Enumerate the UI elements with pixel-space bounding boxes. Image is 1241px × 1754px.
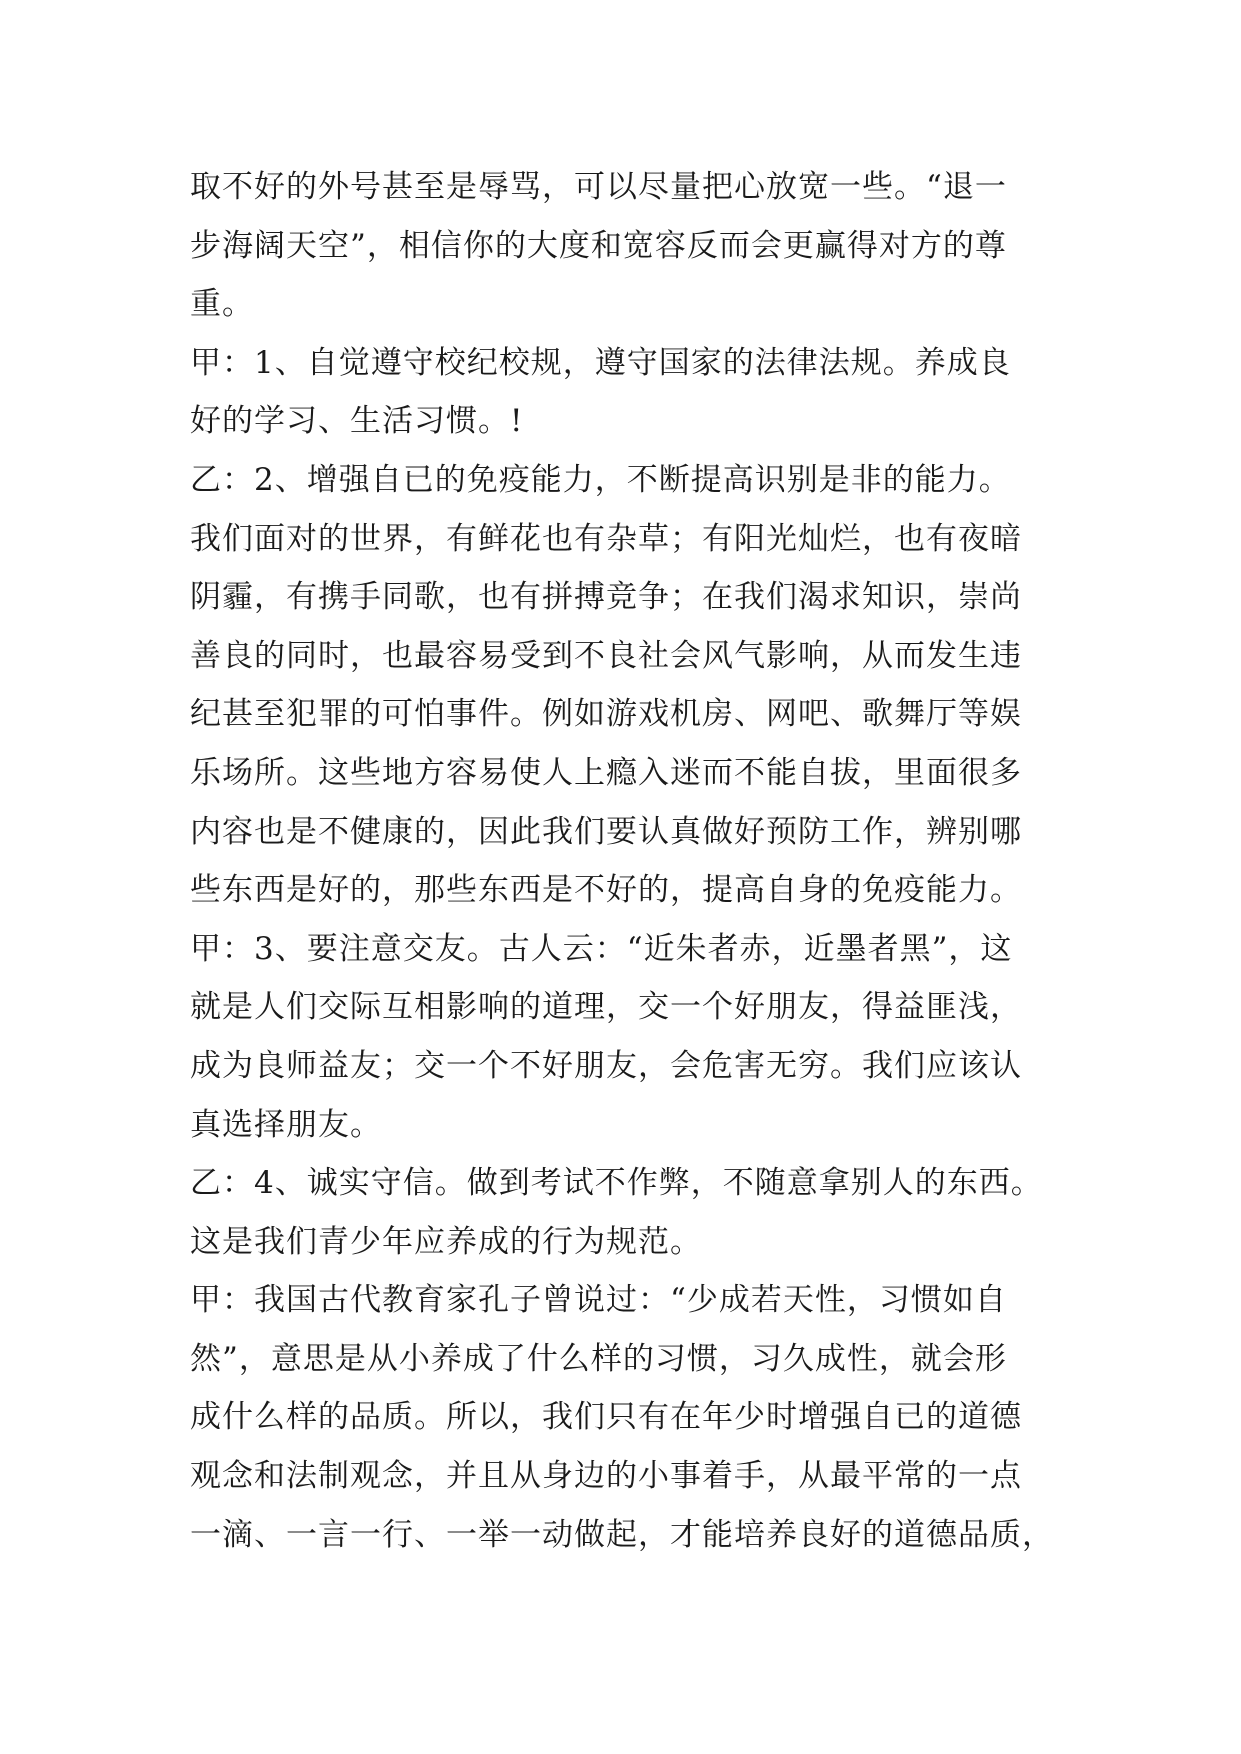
text-line: 就是人们交际互相影响的道理，交一个好朋友，得益匪浅，	[190, 989, 1022, 1026]
text-line: 甲：我国古代教育家孔子曾说过：“少成若天性，习惯如自	[190, 1282, 1007, 1319]
body-text	[190, 158, 1070, 1564]
text-line: 取不好的外号甚至是辱骂，可以尽量把心放宽一些。“退一	[190, 169, 1007, 205]
text-line: 真选择朋友。	[190, 1106, 382, 1143]
text-line: 然”，意思是从小养成了什么样的习惯，习久成性，就会形	[190, 1340, 1007, 1377]
text-line: 重。	[190, 286, 254, 323]
text-line: 乐场所。这些地方容易使人上瘾入迷而不能自拔，里面很多	[190, 754, 1022, 791]
text-line: 这是我们青少年应养成的行为规范。	[190, 1223, 702, 1260]
text-line: 乙：2、增强自已的免疫能力，不断提高识别是非的能力。	[190, 461, 1011, 498]
text-line: 甲：1、自觉遵守校纪校规，遵守国家的法律法规。养成良	[190, 344, 1011, 381]
text-line: 乙：4、诚实守信。做到考试不作弊，不随意拿别人的东西。	[190, 1165, 1043, 1202]
text-line: 一滴、一言一行、一举一动做起，才能培养良好的道德品质，	[190, 1516, 1054, 1553]
text-line: 步海阔天空”，相信你的大度和宽容反而会更赢得对方的尊	[190, 227, 1007, 264]
text-line: 阴霾，有携手同歌，也有拼搏竞争；在我们渴求知识，崇尚	[190, 579, 1022, 616]
text-line: 我们面对的世界，有鲜花也有杂草；有阳光灿烂，也有夜暗	[190, 520, 1022, 557]
text-line: 纪甚至犯罪的可怕事件。例如游戏机房、网吧、歌舞厅等娱	[190, 696, 1022, 733]
text-line: 善良的同时，也最容易受到不良社会风气影响，从而发生违	[190, 637, 1022, 674]
text-line: 成为良师益友；交一个不好朋友，会危害无穷。我们应该认	[190, 1047, 1022, 1084]
text-line: 成什么样的品质。所以，我们只有在年少时增强自已的道德	[190, 1399, 1022, 1436]
text-line: 内容也是不健康的，因此我们要认真做好预防工作，辨别哪	[190, 813, 1022, 850]
text-line: 好的学习、生活习惯。!	[190, 403, 524, 440]
text-line: 些东西是好的，那些东西是不好的，提高自身的免疫能力。	[190, 872, 1022, 909]
text-line: 观念和法制观念，并且从身边的小事着手，从最平常的一点	[190, 1458, 1022, 1495]
text-line: 甲：3、要注意交友。古人云：“近朱者赤，近墨者黑”，这	[190, 930, 1013, 967]
